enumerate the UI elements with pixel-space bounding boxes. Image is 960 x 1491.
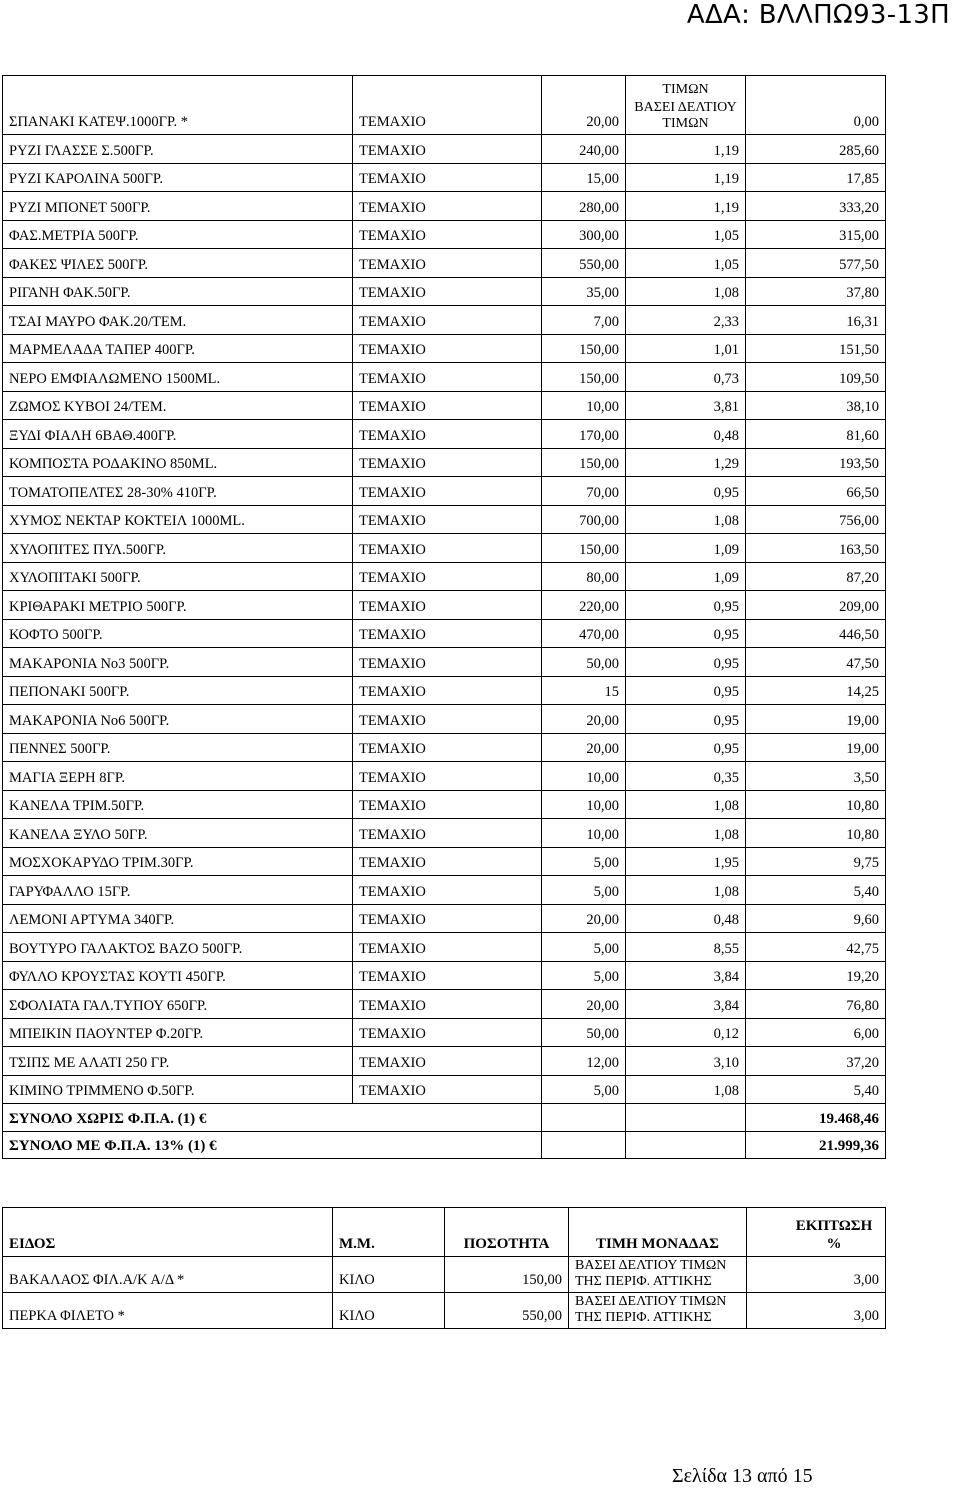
price-cell: 3,84 [626, 961, 746, 990]
item-cell: ΦΑΣ.ΜΕΤΡΙΑ 500ΓΡ. [3, 220, 353, 249]
table-row [3, 562, 886, 591]
price-cell: 0,48 [626, 420, 746, 449]
totals-empty-cell [626, 1104, 746, 1132]
unit-cell: ΤΕΜΑΧΙΟ [353, 249, 542, 278]
table-row [3, 277, 886, 306]
table-row [3, 762, 886, 791]
table-row [3, 990, 886, 1019]
total-cell: 19,20 [746, 961, 886, 990]
table-row [3, 904, 886, 933]
price-note-line: ΒΑΣΕΙ ΔΕΛΤΙΟΥ [634, 100, 737, 115]
total-cell: 6,00 [746, 1018, 886, 1047]
total-cell: 209,00 [746, 591, 886, 620]
unit-cell: ΤΕΜΑΧΙΟ [353, 933, 542, 962]
unit-cell: ΤΕΜΑΧΙΟ [353, 990, 542, 1019]
table-row [3, 961, 886, 990]
unit-cell: ΤΕΜΑΧΙΟ [353, 277, 542, 306]
table-row [3, 1018, 886, 1047]
unit-cell: ΤΕΜΑΧΙΟ [353, 705, 542, 734]
item-cell: ΜΑΡΜΕΛΑΔΑ ΤΑΠΕΡ 400ΓΡ. [3, 334, 353, 363]
qty-cell: 80,00 [542, 562, 626, 591]
item-cell: ΠΕΠΟΝΑΚΙ 500ΓΡ. [3, 676, 353, 705]
item-cell: ΖΩΜΟΣ ΚΥΒΟΙ 24/ΤΕΜ. [3, 391, 353, 420]
qty-cell: 550,00 [542, 249, 626, 278]
unit-cell: ΤΕΜΑΧΙΟ [353, 819, 542, 848]
unit-cell: ΤΕΜΑΧΙΟ [353, 135, 542, 164]
item-cell: ΡΥΖΙ ΜΠΟΝΕΤ 500ΓΡ. [3, 192, 353, 221]
qty-cell: 15 [542, 676, 626, 705]
total-cell: 10,80 [746, 790, 886, 819]
price-cell: 3,84 [626, 990, 746, 1019]
table-row [3, 163, 886, 192]
table-row [3, 534, 886, 563]
qty-cell: 10,00 [542, 391, 626, 420]
unit-cell: ΤΕΜΑΧΙΟ [353, 534, 542, 563]
header-item: ΕΙΔΟΣ [3, 1208, 333, 1257]
qty-cell: 20,00 [542, 904, 626, 933]
qty-cell: 10,00 [542, 762, 626, 791]
price-cell: 0,48 [626, 904, 746, 933]
price-cell: 0,12 [626, 1018, 746, 1047]
item-cell: ΚΟΦΤΟ 500ΓΡ. [3, 619, 353, 648]
table-row [3, 192, 886, 221]
unit-cell: ΤΕΜΑΧΙΟ [353, 76, 542, 135]
unit-cell: ΤΕΜΑΧΙΟ [353, 876, 542, 905]
total-cell: 315,00 [746, 220, 886, 249]
qty-cell: 150,00 [445, 1257, 569, 1293]
table-row [3, 819, 886, 848]
products-table [2, 75, 886, 1159]
price-cell: 1,95 [626, 847, 746, 876]
discount-cell: 3,00 [747, 1293, 886, 1329]
unit-cell: ΤΕΜΑΧΙΟ [353, 505, 542, 534]
price-cell: 0,95 [626, 591, 746, 620]
total-cell: 0,00 [746, 76, 886, 135]
item-cell: ΤΣΑΙ ΜΑΥΡΟ ΦΑΚ.20/ΤΕΜ. [3, 306, 353, 335]
page-number: Σελίδα 13 από 15 [672, 1465, 813, 1487]
price-cell: 0,95 [626, 676, 746, 705]
total-cell: 5,40 [746, 1075, 886, 1104]
total-cell: 285,60 [746, 135, 886, 164]
total-cell: 19,00 [746, 733, 886, 762]
item-cell: ΛΕΜΟΝΙ ΑΡΤΥΜΑ 340ΓΡ. [3, 904, 353, 933]
qty-cell: 5,00 [542, 961, 626, 990]
header-unit: Μ.Μ. [333, 1208, 445, 1257]
unit-cell: ΚΙΛΟ [333, 1293, 445, 1329]
unit-cell: ΤΕΜΑΧΙΟ [353, 420, 542, 449]
price-cell: 1,08 [626, 790, 746, 819]
table-row [3, 391, 886, 420]
item-cell: ΜΑΚΑΡΟΝΙΑ Νο3 500ΓΡ. [3, 648, 353, 677]
total-cell: 756,00 [746, 505, 886, 534]
header-discount-label: ΕΚΠΤΩΣΗ % [795, 1218, 873, 1252]
unit-cell: ΤΕΜΑΧΙΟ [353, 334, 542, 363]
total-cell: 81,60 [746, 420, 886, 449]
unit-cell: ΤΕΜΑΧΙΟ [353, 790, 542, 819]
fish-table [2, 1207, 886, 1329]
qty-cell: 150,00 [542, 534, 626, 563]
price-cell: 0,95 [626, 477, 746, 506]
qty-cell: 5,00 [542, 1075, 626, 1104]
price-cell: 1,05 [626, 249, 746, 278]
table-row [3, 790, 886, 819]
qty-cell: 150,00 [542, 363, 626, 392]
item-cell: ΤΟΜΑΤΟΠΕΛΤΕΣ 28-30% 410ΓΡ. [3, 477, 353, 506]
item-cell: ΡΥΖΙ ΓΛΑΣΣΕ Σ.500ΓΡ. [3, 135, 353, 164]
table-row [3, 1047, 886, 1076]
totals-empty-cell [542, 1131, 626, 1159]
table-row [3, 876, 886, 905]
price-note-line: ΤΙΜΩΝ [662, 82, 709, 97]
table-row [3, 306, 886, 335]
totals-value: 21.999,36 [746, 1131, 886, 1159]
item-cell: ΧΥΜΟΣ ΝΕΚΤΑΡ ΚΟΚΤΕΙΛ 1000ML. [3, 505, 353, 534]
total-cell: 9,75 [746, 847, 886, 876]
table-row [3, 648, 886, 677]
total-cell: 9,60 [746, 904, 886, 933]
qty-cell: 20,00 [542, 733, 626, 762]
table-row [3, 477, 886, 506]
price-cell: 1,29 [626, 448, 746, 477]
qty-cell: 220,00 [542, 591, 626, 620]
item-cell: ΤΣΙΠΣ ΜΕ ΑΛΑΤΙ 250 ΓΡ. [3, 1047, 353, 1076]
total-cell: 66,50 [746, 477, 886, 506]
table-row [3, 676, 886, 705]
unit-cell: ΤΕΜΑΧΙΟ [353, 1047, 542, 1076]
totals-row [3, 1104, 886, 1132]
header-discount [747, 1208, 886, 1257]
unit-cell: ΤΕΜΑΧΙΟ [353, 591, 542, 620]
unit-cell: ΚΙΛΟ [333, 1257, 445, 1293]
qty-cell: 50,00 [542, 1018, 626, 1047]
item-cell: ΜΟΣΧΟΚΑΡΥΔΟ ΤΡΙΜ.30ΓΡ. [3, 847, 353, 876]
qty-cell: 70,00 [542, 477, 626, 506]
price-cell: 0,95 [626, 705, 746, 734]
qty-cell: 10,00 [542, 819, 626, 848]
qty-cell: 5,00 [542, 933, 626, 962]
totals-empty-cell [626, 1131, 746, 1159]
unit-cell: ΤΕΜΑΧΙΟ [353, 847, 542, 876]
total-cell: 76,80 [746, 990, 886, 1019]
unit-cell: ΤΕΜΑΧΙΟ [353, 562, 542, 591]
totals-label: ΣΥΝΟΛΟ ΧΩΡΙΣ Φ.Π.Α. (1) € [3, 1104, 542, 1132]
table-row [3, 220, 886, 249]
total-cell: 151,50 [746, 334, 886, 363]
price-cell: 0,35 [626, 762, 746, 791]
unit-cell: ΤΕΜΑΧΙΟ [353, 648, 542, 677]
totals-row [3, 1131, 886, 1159]
qty-cell: 470,00 [542, 619, 626, 648]
table-row [3, 420, 886, 449]
table-row [3, 334, 886, 363]
total-cell: 333,20 [746, 192, 886, 221]
qty-cell: 150,00 [542, 334, 626, 363]
unit-cell: ΤΕΜΑΧΙΟ [353, 1075, 542, 1104]
total-cell: 193,50 [746, 448, 886, 477]
price-note-cell: ΒΑΣΕΙ ΔΕΛΤΙΟΥ ΤΙΜΩΝ ΤΗΣ ΠΕΡΙΦ. ΑΤΤΙΚΗΣ [569, 1257, 747, 1293]
qty-cell: 300,00 [542, 220, 626, 249]
price-cell: 1,08 [626, 876, 746, 905]
unit-cell: ΤΕΜΑΧΙΟ [353, 363, 542, 392]
price-cell: 0,95 [626, 648, 746, 677]
price-cell: 0,95 [626, 619, 746, 648]
unit-cell: ΤΕΜΑΧΙΟ [353, 762, 542, 791]
qty-cell: 280,00 [542, 192, 626, 221]
qty-cell: 35,00 [542, 277, 626, 306]
unit-cell: ΤΕΜΑΧΙΟ [353, 676, 542, 705]
unit-cell: ΤΕΜΑΧΙΟ [353, 733, 542, 762]
unit-cell: ΤΕΜΑΧΙΟ [353, 220, 542, 249]
qty-cell: 5,00 [542, 876, 626, 905]
item-cell: ΚΡΙΘΑΡΑΚΙ ΜΕΤΡΙΟ 500ΓΡ. [3, 591, 353, 620]
header-row [3, 1208, 886, 1257]
total-cell: 16,31 [746, 306, 886, 335]
total-cell: 38,10 [746, 391, 886, 420]
price-cell: 1,19 [626, 163, 746, 192]
item-cell: ΜΑΓΙΑ ΞΕΡΗ 8ΓΡ. [3, 762, 353, 791]
qty-cell: 550,00 [445, 1293, 569, 1329]
ada-code: ΑΔΑ: ΒΛΛΠΩ93-13Π [686, 0, 950, 30]
qty-cell: 20,00 [542, 76, 626, 135]
table-row [3, 705, 886, 734]
table-row [3, 591, 886, 620]
discount-cell: 3,00 [747, 1257, 886, 1293]
price-note-line: ΤΙΜΩΝ [662, 116, 709, 131]
table-row [3, 76, 886, 135]
table-row [3, 1257, 886, 1293]
item-cell: ΜΠΕΙΚΙΝ ΠΑΟΥΝΤΕΡ Φ.20ΓΡ. [3, 1018, 353, 1047]
table-row [3, 249, 886, 278]
unit-cell: ΤΕΜΑΧΙΟ [353, 448, 542, 477]
qty-cell: 7,00 [542, 306, 626, 335]
unit-cell: ΤΕΜΑΧΙΟ [353, 306, 542, 335]
item-cell: ΡΥΖΙ ΚΑΡΟΛΙΝΑ 500ΓΡ. [3, 163, 353, 192]
item-cell: ΜΑΚΑΡΟΝΙΑ Νο6 500ΓΡ. [3, 705, 353, 734]
price-cell: 1,09 [626, 534, 746, 563]
total-cell: 42,75 [746, 933, 886, 962]
totals-value: 19.468,46 [746, 1104, 886, 1132]
price-cell: 1,08 [626, 819, 746, 848]
price-cell: 1,05 [626, 220, 746, 249]
qty-cell: 20,00 [542, 990, 626, 1019]
unit-cell: ΤΕΜΑΧΙΟ [353, 163, 542, 192]
qty-cell: 170,00 [542, 420, 626, 449]
price-cell: 1,08 [626, 1075, 746, 1104]
item-cell: ΞΥΔΙ ΦΙΑΛΗ 6ΒΑΘ.400ΓΡ. [3, 420, 353, 449]
table-row [3, 505, 886, 534]
qty-cell: 240,00 [542, 135, 626, 164]
item-cell: ΣΠΑΝΑΚΙ ΚΑΤΕΨ.1000ΓΡ. * [3, 76, 353, 135]
item-cell: ΧΥΛΟΠΙΤΕΣ ΠΥΛ.500ΓΡ. [3, 534, 353, 563]
unit-cell: ΤΕΜΑΧΙΟ [353, 1018, 542, 1047]
total-cell: 87,20 [746, 562, 886, 591]
price-cell: 8,55 [626, 933, 746, 962]
item-cell: ΒΟΥΤΥΡΟ ΓΑΛΑΚΤΟΣ ΒΑΖΟ 500ΓΡ. [3, 933, 353, 962]
unit-cell: ΤΕΜΑΧΙΟ [353, 477, 542, 506]
qty-cell: 5,00 [542, 847, 626, 876]
item-cell: ΚΙΜΙΝΟ ΤΡΙΜΜΕΝΟ Φ.50ΓΡ. [3, 1075, 353, 1104]
price-cell: 1,01 [626, 334, 746, 363]
price-cell: 1,09 [626, 562, 746, 591]
qty-cell: 50,00 [542, 648, 626, 677]
table-row [3, 933, 886, 962]
price-cell: 1,19 [626, 192, 746, 221]
qty-cell: 10,00 [542, 790, 626, 819]
totals-label: ΣΥΝΟΛΟ ΜΕ Φ.Π.Α. 13% (1) € [3, 1131, 542, 1159]
unit-cell: ΤΕΜΑΧΙΟ [353, 904, 542, 933]
total-cell: 17,85 [746, 163, 886, 192]
price-cell: 1,08 [626, 277, 746, 306]
table-row [3, 363, 886, 392]
unit-cell: ΤΕΜΑΧΙΟ [353, 961, 542, 990]
price-cell: 3,10 [626, 1047, 746, 1076]
table-row [3, 448, 886, 477]
unit-cell: ΤΕΜΑΧΙΟ [353, 619, 542, 648]
header-price: ΤΙΜΗ ΜΟΝΑΔΑΣ [569, 1208, 747, 1257]
table-row [3, 1293, 886, 1329]
table-row [3, 733, 886, 762]
qty-cell: 150,00 [542, 448, 626, 477]
total-cell: 446,50 [746, 619, 886, 648]
total-cell: 10,80 [746, 819, 886, 848]
item-cell: ΡΙΓΑΝΗ ΦΑΚ.50ΓΡ. [3, 277, 353, 306]
qty-cell: 700,00 [542, 505, 626, 534]
item-cell: ΦΑΚΕΣ ΨΙΛΕΣ 500ΓΡ. [3, 249, 353, 278]
total-cell: 37,20 [746, 1047, 886, 1076]
total-cell: 109,50 [746, 363, 886, 392]
table-row [3, 1075, 886, 1104]
price-note-cell [626, 76, 746, 135]
price-cell: 0,95 [626, 733, 746, 762]
item-cell: ΒΑΚΑΛΑΟΣ ΦΙΛ.Α/Κ Α/Δ * [3, 1257, 333, 1293]
item-cell: ΧΥΛΟΠΙΤΑΚΙ 500ΓΡ. [3, 562, 353, 591]
total-cell: 19,00 [746, 705, 886, 734]
item-cell: ΦΥΛΛΟ ΚΡΟΥΣΤΑΣ ΚΟΥΤΙ 450ΓΡ. [3, 961, 353, 990]
table-row [3, 619, 886, 648]
item-cell: ΚΑΝΕΛΑ ΞΥΛΟ 50ΓΡ. [3, 819, 353, 848]
total-cell: 5,40 [746, 876, 886, 905]
item-cell: ΠΕΡΚΑ ΦΙΛΕΤΟ * [3, 1293, 333, 1329]
table-row [3, 135, 886, 164]
header-qty: ΠΟΣΟΤΗΤΑ [445, 1208, 569, 1257]
price-cell: 1,08 [626, 505, 746, 534]
price-note-cell: ΒΑΣΕΙ ΔΕΛΤΙΟΥ ΤΙΜΩΝ ΤΗΣ ΠΕΡΙΦ. ΑΤΤΙΚΗΣ [569, 1293, 747, 1329]
total-cell: 37,80 [746, 277, 886, 306]
price-cell: 3,81 [626, 391, 746, 420]
unit-cell: ΤΕΜΑΧΙΟ [353, 192, 542, 221]
price-cell: 2,33 [626, 306, 746, 335]
qty-cell: 20,00 [542, 705, 626, 734]
unit-cell: ΤΕΜΑΧΙΟ [353, 391, 542, 420]
price-cell: 1,19 [626, 135, 746, 164]
qty-cell: 15,00 [542, 163, 626, 192]
totals-empty-cell [542, 1104, 626, 1132]
total-cell: 14,25 [746, 676, 886, 705]
item-cell: ΚΟΜΠΟΣΤΑ ΡΟΔΑΚΙΝΟ 850ML. [3, 448, 353, 477]
total-cell: 47,50 [746, 648, 886, 677]
table-row [3, 847, 886, 876]
item-cell: ΚΑΝΕΛΑ ΤΡΙΜ.50ΓΡ. [3, 790, 353, 819]
item-cell: ΣΦΟΛΙΑΤΑ ΓΑΛ.ΤΥΠΟΥ 650ΓΡ. [3, 990, 353, 1019]
price-cell: 0,73 [626, 363, 746, 392]
total-cell: 577,50 [746, 249, 886, 278]
item-cell: ΠΕΝΝΕΣ 500ΓΡ. [3, 733, 353, 762]
item-cell: ΝΕΡΟ ΕΜΦΙΑΛΩΜΕΝΟ 1500ML. [3, 363, 353, 392]
total-cell: 3,50 [746, 762, 886, 791]
qty-cell: 12,00 [542, 1047, 626, 1076]
total-cell: 163,50 [746, 534, 886, 563]
item-cell: ΓΑΡΥΦΑΛΛΟ 15ΓΡ. [3, 876, 353, 905]
